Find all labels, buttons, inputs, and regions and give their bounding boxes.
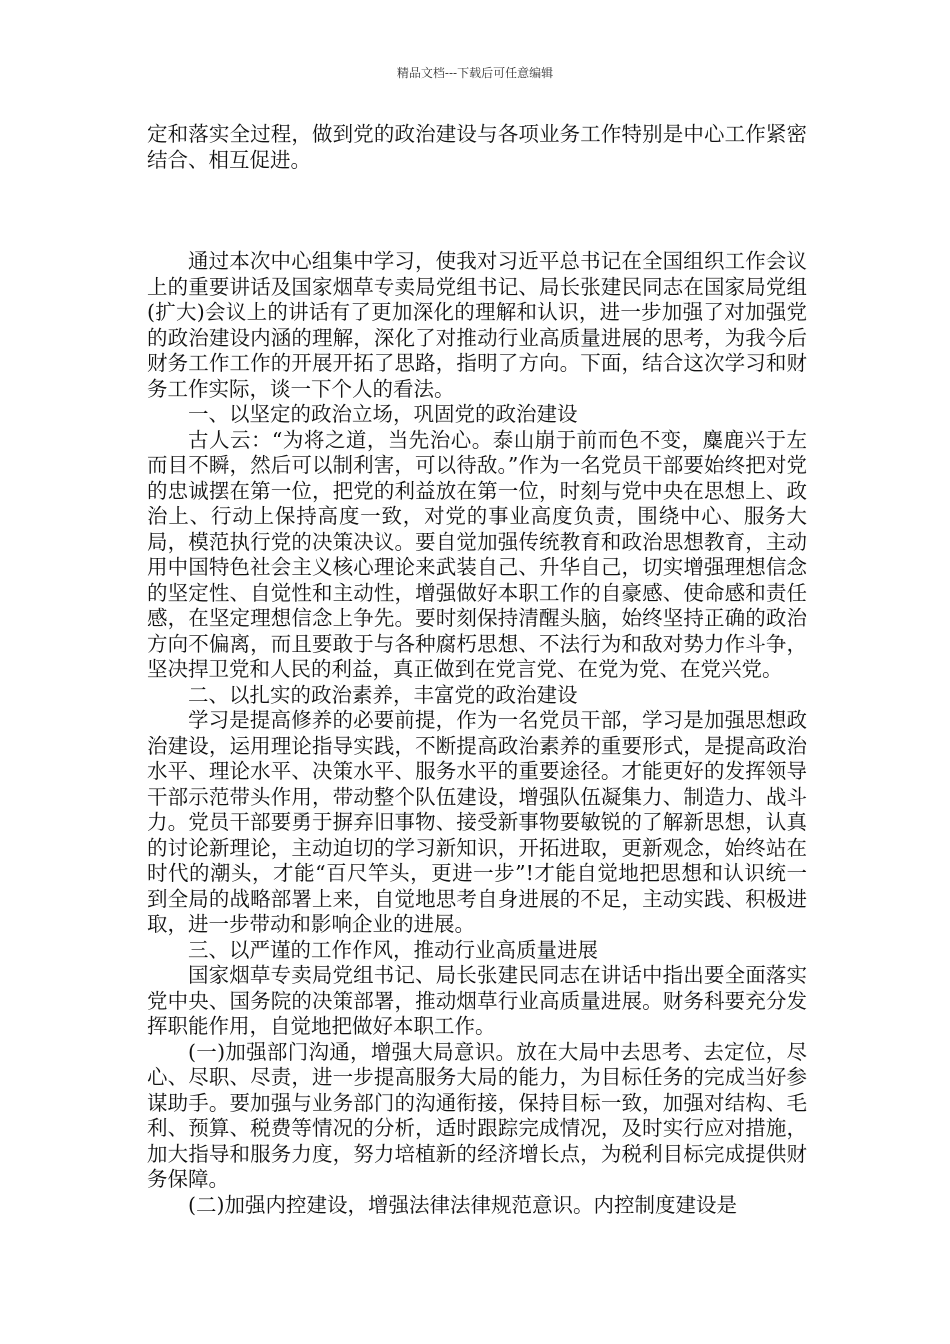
paragraph-subsection-2: (二)加强内控建设，增强法律法律规范意识。内控制度建设是 [188,1192,737,1217]
paragraph-subsection-1: (一)加强部门沟通，增强大局意识。放在大局中去思考、去定位，尽心、尽职、尽责，进一步提高服务大局的能力，为目标任务的完成当好参谋助手。要加强与业务部门的沟通衔接，保持目标一致，加强对结构、毛利、预算、税费等情况的分析，适时跟踪完成情况，及时实行应对措施，加大指导和服务力度，努力培植新的经济增长点，为税利目标完成提供财务保障。 [147,1039,807,1191]
paragraph-intro: 通过本次中心组集中学习，使我对习近平总书记在全国组织工作会议上的重要讲话及国家烟草专卖局党组书记、局长张建民同志在国家局党组(扩大)会议上的讲话有了更加深化的理解和认识，进一步加强了对加强党的政治建设内涵的理解，深化了对推动行业高质量进展的思考，为我今后财务工作工作的开展开拓了思路，指明了方向。下面，结合这次学习和财务工作实际，谈一下个人的看法。 [147,249,807,401]
page-header: 精品文档---下载后可任意编辑 [396,66,554,80]
paragraph-continuation: 定和落实全过程，做到党的政治建设与各项业务工作特别是中心工作紧密结合、相互促进。 [147,122,807,172]
section-heading-2: 二、以扎实的政治素养，丰富党的政治建设 [188,682,578,707]
paragraph-section-3: 国家烟草专卖局党组书记、局长张建民同志在讲话中指出要全面落实党中央、国务院的决策部署，推动烟草行业高质量进展。财务科要充分发挥职能作用，自觉地把做好本职工作。 [147,963,807,1038]
document-body [147,122,807,1218]
section-heading-3: 三、以严谨的工作作风，推动行业高质量进展 [188,937,598,962]
paragraph-section-2: 学习是提高修养的必要前提，作为一名党员干部，学习是加强思想政治建设，运用理论指导实践，不断提高政治素养的重要形式，是提高政治水平、理论水平、决策水平、服务水平的重要途径。才能更好的发挥领导干部示范带头作用，带动整个队伍建设，增强队伍凝集力、制造力、战斗力。党员干部要勇于摒弃旧事物、接受新事物要敏锐的了解新思想，认真的讨论新理论，主动迫切的学习新知识，开拓进取，更新观念，始终站在时代的潮头，才能“百尺竿头，更进一步”!才能自觉地把思想和认识统一到全局的战略部署上来，自觉地思考自身进展的不足，主动实践、积极进取，进一步带动和影响企业的进展。 [147,708,807,936]
section-heading-1: 一、以坚定的政治立场，巩固党的政治建设 [188,402,578,426]
paragraph-section-1: 古人云：“为将之道，当先治心。泰山崩于前而色不变，麋鹿兴于左而目不瞬，然后可以制利害，可以待敌。”作为一名党员干部要始终把对党的忠诚摆在第一位，把党的利益放在第一位，时刻与党中央在思想上、政治上、行动上保持高度一致，对党的事业高度负责，围绕中心、服务大局，模范执行党的决策决议。要自觉加强传统教育和政治思想教育，主动用中国特色社会主义核心理论来武装自己、升华自己，切实增强理想信念的坚定性、自觉性和主动性，增强做好本职工作的自豪感、使命感和责任感，在坚定理想信念上争先。要时刻保持清醒头脑，始终坚持正确的政治方向不偏离，而且要敢于与各种腐朽思想、不法行为和敌对势力作斗争，坚决捍卫党和人民的利益，真正做到在党言党、在党为党、在党兴党。 [147,427,807,681]
